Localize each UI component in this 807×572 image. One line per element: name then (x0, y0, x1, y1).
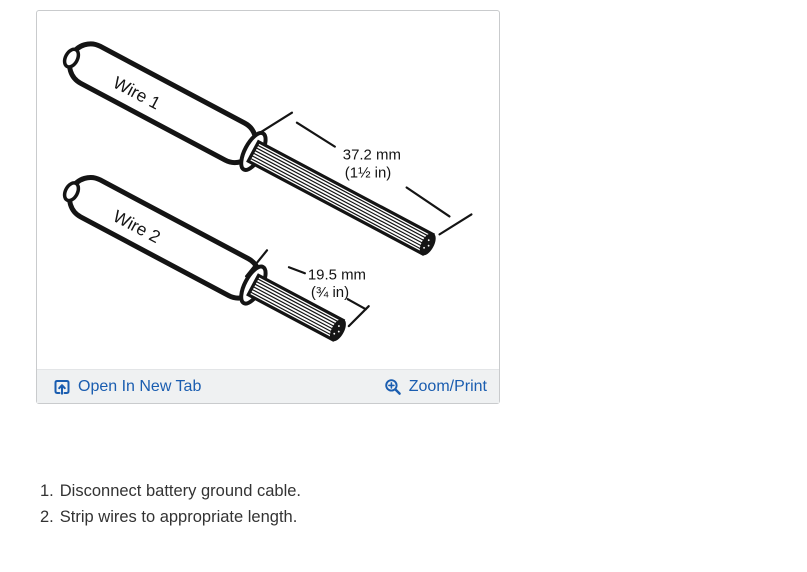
instruction-list (40, 478, 301, 530)
wire-1-dim-mm: 37.2 mm (342, 146, 401, 164)
wire-2 (58, 168, 353, 351)
wire-1-insulation (62, 37, 263, 170)
figure-panel (36, 10, 500, 404)
figure-toolbar (37, 369, 499, 403)
wire-1-dim-in: (1½ in) (344, 164, 392, 182)
wire-2-insulation (62, 170, 267, 305)
open-in-new-tab-label: Open In New Tab (78, 377, 202, 395)
instruction-step-2-number: 2. (40, 508, 54, 526)
wire-strip-diagram (37, 11, 499, 369)
wire-2-label: Wire 2 (109, 205, 164, 248)
wire-1-label: Wire 1 (109, 72, 164, 114)
instruction-step-1-number: 1. (40, 482, 54, 500)
wire-strip-illustration (37, 11, 499, 369)
open-in-new-tab-link[interactable] (53, 378, 201, 396)
instruction-step-2 (40, 504, 301, 530)
zoom-print-label: Zoom/Print (408, 377, 487, 395)
zoom-print-link[interactable] (384, 378, 487, 396)
instruction-step-1-text: Disconnect battery ground cable. (59, 482, 301, 500)
zoom-plus-icon (384, 378, 402, 396)
wire-2-dim-in: (¾ in) (310, 284, 350, 302)
instruction-step-2-text: Strip wires to appropriate length. (59, 508, 298, 526)
instruction-step-1 (40, 478, 301, 504)
wire-2-dim-mm: 19.5 mm (307, 266, 366, 284)
open-in-new-tab-icon (53, 378, 71, 396)
